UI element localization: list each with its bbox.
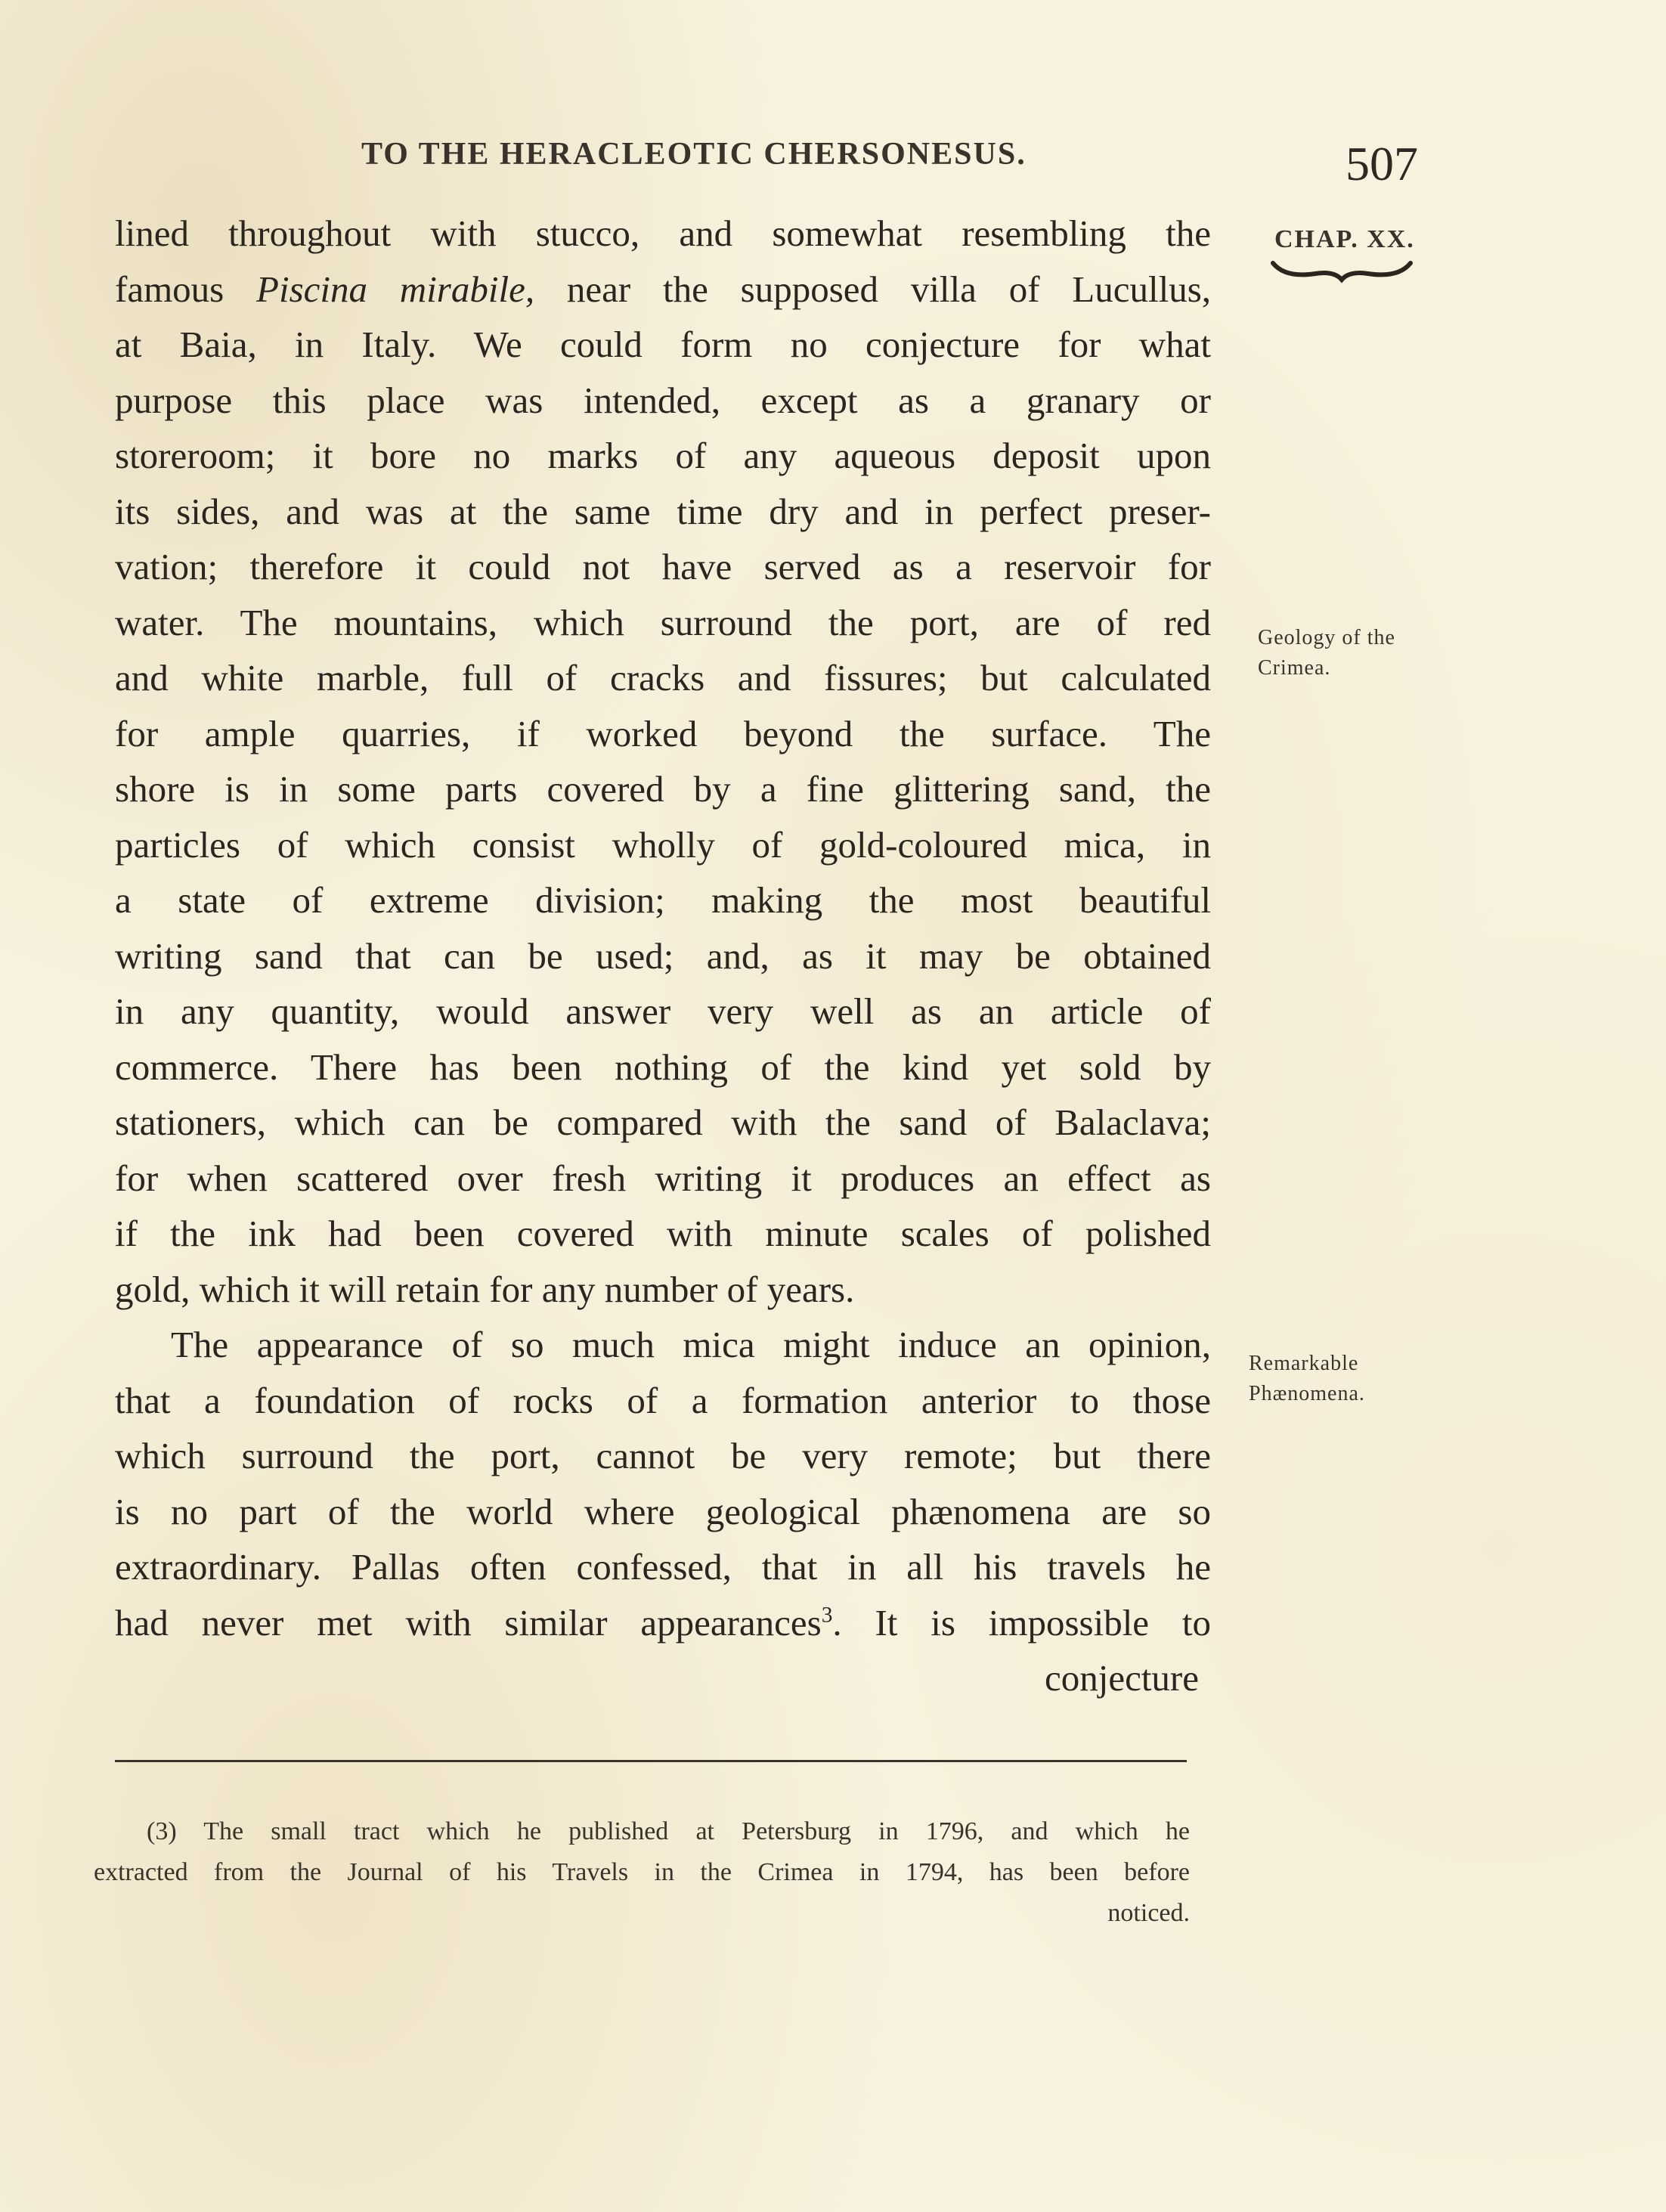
text-line: for when scattered over fresh writing it produces an effect as bbox=[115, 1157, 1211, 1199]
text-line: shore is in some parts covered by a fine glittering sand, the bbox=[115, 768, 1211, 810]
text-line: if the ink had been covered with minute scales of polished bbox=[115, 1213, 1211, 1254]
text-line: famous Piscina mirabile, near the supposed villa of Lucullus, bbox=[115, 268, 1211, 310]
text-line: purpose this place was intended, except as a granary or bbox=[115, 379, 1211, 421]
text-line: storeroom; it bore no marks of any aqueous deposit upon bbox=[115, 435, 1211, 476]
text-line: in any quantity, would answer very well as an article of bbox=[115, 990, 1211, 1032]
text-line: is no part of the world where geological phænomena are so bbox=[115, 1490, 1211, 1532]
body-text bbox=[115, 206, 1211, 1706]
chapter-brace-ornament bbox=[1270, 257, 1414, 287]
footnote-rule bbox=[115, 1760, 1187, 1762]
running-title: TO THE HERACLEOTIC CHERSONESUS. bbox=[361, 137, 1027, 172]
text-line: had never met with similar appearances$^3$. It is impossible to bbox=[115, 1601, 1211, 1644]
marginal-note-geology: Geology of the Crimea. bbox=[1258, 626, 1395, 680]
marginal-note-phaenomena: Remarkable Phænomena. bbox=[1249, 1352, 1365, 1405]
footnote bbox=[94, 1811, 1190, 1934]
text-line: extraordinary. Pallas often confessed, that in all his travels he bbox=[115, 1546, 1211, 1588]
text-line: The appearance of so much mica might induce an opinion, bbox=[171, 1324, 1211, 1365]
text-line: particles of which consist wholly of gold-coloured mica, in bbox=[115, 823, 1211, 866]
text-line: gold, which it will retain for any number of years. bbox=[115, 1268, 855, 1310]
page-number: 507 bbox=[1345, 137, 1418, 191]
text-line: writing sand that can be used; and, as it may be obtained bbox=[115, 934, 1211, 977]
footnote-line: noticed. bbox=[1107, 1899, 1190, 1927]
text-line: stationers, which can be compared with the sand of Balaclava; bbox=[115, 1101, 1211, 1143]
text-line: at Baia, in Italy. We could form no conjecture for what bbox=[115, 324, 1211, 365]
footnote-line: extracted from the Journal of his Travels in the Crimea in 1794, has been before bbox=[94, 1858, 1190, 1886]
catchword: conjecture bbox=[1044, 1657, 1199, 1699]
text-line: water. The mountains, which surround the port, are of red bbox=[115, 601, 1211, 643]
text-line: its sides, and was at the same time dry and in perfect preser- bbox=[115, 490, 1211, 532]
text-line: lined throughout with stucco, and somewhat resembling the bbox=[115, 212, 1211, 254]
footnote-line: (3) The small tract which he published at Petersburg in 1796, and which he bbox=[147, 1817, 1190, 1845]
text-line: commerce. There has been nothing of the kind yet sold by bbox=[115, 1046, 1211, 1088]
text-line: for ample quarries, if worked beyond the surface. The bbox=[115, 712, 1211, 754]
footnote-marker: 3 bbox=[821, 1603, 833, 1628]
text-line: vation; therefore it could not have served as a reservoir for bbox=[115, 546, 1211, 587]
text-line: that a foundation of rocks of a formation anterior to those bbox=[115, 1379, 1211, 1421]
text-line: which surround the port, cannot be very remote; but there bbox=[115, 1435, 1211, 1476]
text-line: and white marble, full of cracks and fissures; but calculated bbox=[115, 657, 1211, 699]
text-line: a state of extreme division; making the most beautiful bbox=[115, 879, 1211, 921]
chapter-label: CHAP. XX. bbox=[1274, 225, 1415, 253]
